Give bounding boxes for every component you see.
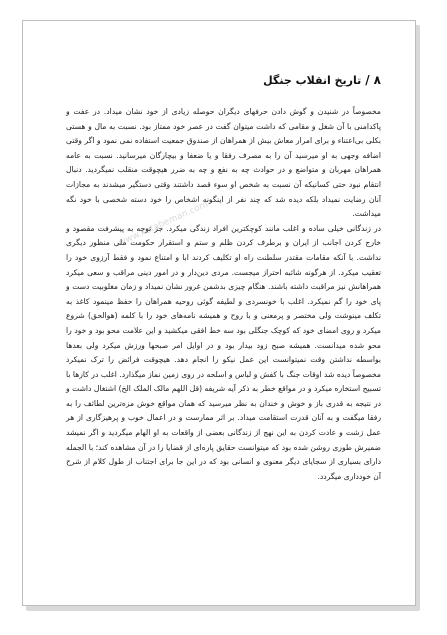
body-text: [66, 105, 381, 484]
page-number: ۸: [373, 73, 381, 87]
document-page: [22, 20, 416, 606]
watermark: www.ketabeman.com: [117, 199, 210, 249]
paragraph-1: مخصوصاً در شنیدن و گوش دادن حرفهای دیگران حوصله زیادی از خود نشان میداد. در عفت و پاکدامنی با آن شغل و مقامی که داشت میتوان گفت در عصر خود ممتاز بود. نسبت به مال و هستی بکلی بی‌اعتناء و برای امرار معاش بیش از همراهان از صندوق جمعیت استفاده نمی نمود و اگر وقتی اضافه وجهی به او میرسید آن را به مصرف رفقا و یا ضعفا و بیچارگان میرسانید. نسبت به عامه همراهان مهربان و متواضع و در حوادث چه به نفع و چه به ضرر هیچوقت منقلب نمیگردید. دنبال انتقام نبود حتی کسانیکه آن نسبت به شخص او سوء قصد داشتند وقتی دستگیر میشدند به مجازات آنان رضایت نمیداد بلکه دیده شد که چند نفر از اینگونه اشخاص را خود دسته شخصی با خود نگه میداشت.: [66, 107, 381, 219]
paragraph-2: در زندگانی خیلی ساده و اغلب مانند کوچکترین افراد زندگی میکرد. جز توجه به پیشرفت مقصود و خارج کردن اجانب از ایران و برطرف کردن ظلم و ستم و استقرار حکومت ملی منظور دیگری نداشت. با آنکه مقامات مقتدر سلطنت راه او تکلیف کردند ابا و امتناع نمود و فقط آرزوی خود را تعقیب میکرد. از هرگونه شائبه احتراز میجست. مردی دین‌دار و در امور دینی مراقب و سعی میکرد همراهانش نیز مراقبت داشته باشند. هنگام چیزی بدشمن غرور نشان نمیداد و زمان مغلوبیت دست و پای خود را گم نمیکرد. اغلب با خونسردی و لطیفه گوئی روحیه همراهان را حفظ مینمود کاغذ به تکلف مینوشت ولی مختصر و پرمعنی و با روح و همیشه نامه‌های خود را با کلمه (هوالحق) شروع میکرد و روی امضای خود که کوچک جنگلی بود سه خط افقی میکشید و این علامت محو بود و خود را محو شده میدانست. همیشه صبح زود بیدار بود و در اوایل امر صبحها ورزش میکرد ولی بعدها بواسطه نداشتن وقت نمیتوانست این عمل نیکو را انجام دهد. هیچوقت فرائض را ترک نمیکرد مخصوصاً دیده شد اوقات جنگ با کفش و لباس و اسلحه در روی زمین نماز میگذارد. اغلب در کارها با تسبیح استخاره میکرد و در مواقع خطر به ذکر آیه شریفه (قل اللهم مالک الملک الخ) اشتغال داشت و در نتیجه به قدری باز و خوش و خندان به نظر میرسید که همان مواقع خوش مزه‌ترین لطائف را به رفقا میگفت و به آنان قدرت استقامت میداد. بر اثر ممارست و در اعمال خوب و پرهیزگاری از هر عمل زشت و عادت کردن به این نهج از زندگانی بعضی از واقعات به او الهام میگردید و اگر نمیشد ضمیرش طوری روشن شده بود که میتوانست حقایق پاره‌ای از قضایا را در آن مشاهده کند؛ با الجمله دارای بسیاری از سجایای دیگر معنوی و انسانی بود که در این جا برای اجتناب از طول کلام از شرح آن خودداری میگردد.: [66, 223, 381, 481]
running-title: تاریخ انقلاب جنگل: [263, 74, 362, 87]
header-separator: /: [365, 73, 370, 87]
page-header: [63, 73, 381, 93]
